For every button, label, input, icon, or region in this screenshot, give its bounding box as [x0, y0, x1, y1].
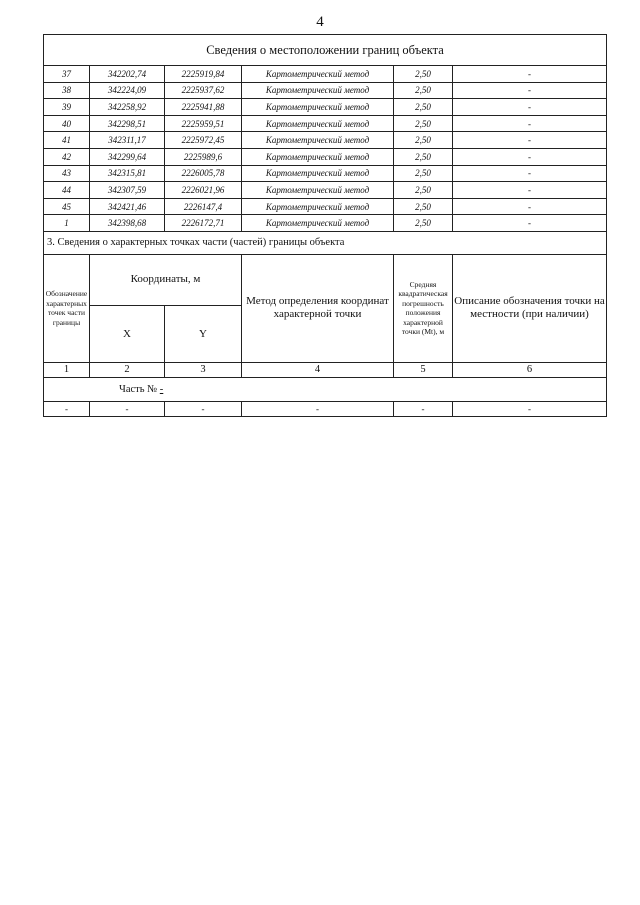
method-cell: Картометрический метод [242, 198, 394, 215]
table-row [44, 132, 607, 149]
method-cell: Картометрический метод [242, 215, 394, 232]
coord-y: 2226021,96 [165, 182, 242, 199]
point-number: 42 [44, 148, 90, 165]
mt-cell: 2,50 [394, 165, 453, 182]
document-sheet [43, 34, 606, 417]
table-row [44, 66, 607, 83]
col-number: 2 [90, 362, 165, 377]
method-cell: Картометрический метод [242, 99, 394, 116]
mt-cell: 2,50 [394, 115, 453, 132]
coord-x: 342299,64 [90, 148, 165, 165]
header-coordinates: Координаты, м [90, 254, 242, 305]
col-number: 1 [44, 362, 90, 377]
point-number: 37 [44, 66, 90, 83]
point-number: 45 [44, 198, 90, 215]
table-row [44, 99, 607, 116]
description-cell: - [453, 82, 607, 99]
method-cell: Картометрический метод [242, 66, 394, 83]
header-description: Описание обозначения точки на местности (при наличии) [453, 254, 607, 362]
mt-cell: 2,50 [394, 66, 453, 83]
coord-x: 342315,81 [90, 165, 165, 182]
dash-cell: - [165, 401, 242, 416]
point-number: 43 [44, 165, 90, 182]
coord-x: 342421,46 [90, 198, 165, 215]
coord-x: 342224,09 [90, 82, 165, 99]
dash-cell: - [44, 401, 90, 416]
point-number: 1 [44, 215, 90, 232]
table-row [44, 148, 607, 165]
mt-cell: 2,50 [394, 182, 453, 199]
mt-cell: 2,50 [394, 198, 453, 215]
method-cell: Картометрический метод [242, 148, 394, 165]
dash-cell: - [453, 401, 607, 416]
dash-cell: - [394, 401, 453, 416]
table-row [44, 82, 607, 99]
description-cell: - [453, 215, 607, 232]
page-number: 4 [316, 14, 324, 30]
coord-x: 342311,17 [90, 132, 165, 149]
description-cell: - [453, 148, 607, 165]
col-number: 6 [453, 362, 607, 377]
method-cell: Картометрический метод [242, 165, 394, 182]
coord-y: 2225937,62 [165, 82, 242, 99]
table-row [44, 115, 607, 132]
header-designation: Обозначение характерных точек части границы [44, 254, 90, 362]
coord-y: 2225941,88 [165, 99, 242, 116]
part-label: Часть № [119, 383, 158, 395]
boundary-table-title: Сведения о местоположении границ объекта [44, 35, 607, 66]
header-mt: Средняя квадратическая погрешность положения характерной точки (Mt), м [394, 254, 453, 362]
coord-y: 2225989,6 [165, 148, 242, 165]
description-cell: - [453, 115, 607, 132]
description-cell: - [453, 99, 607, 116]
description-cell: - [453, 198, 607, 215]
point-number: 39 [44, 99, 90, 116]
table-row [44, 165, 607, 182]
dash-cell: - [90, 401, 165, 416]
header-y: Y [165, 305, 242, 362]
description-cell: - [453, 132, 607, 149]
coord-y: 2226147,4 [165, 198, 242, 215]
method-cell: Картометрический метод [242, 182, 394, 199]
mt-cell: 2,50 [394, 148, 453, 165]
coord-y: 2225959,51 [165, 115, 242, 132]
coord-x: 342298,51 [90, 115, 165, 132]
point-number: 41 [44, 132, 90, 149]
coord-y: 2225919,84 [165, 66, 242, 83]
description-cell: - [453, 182, 607, 199]
mt-cell: 2,50 [394, 82, 453, 99]
description-cell: - [453, 165, 607, 182]
method-cell: Картометрический метод [242, 115, 394, 132]
col-number: 4 [242, 362, 394, 377]
col-number: 3 [165, 362, 242, 377]
mt-cell: 2,50 [394, 132, 453, 149]
method-cell: Картометрический метод [242, 132, 394, 149]
part-row [44, 377, 607, 401]
table-row [44, 198, 607, 215]
description-cell: - [453, 66, 607, 83]
coord-x: 342202,74 [90, 66, 165, 83]
coord-x: 342307,59 [90, 182, 165, 199]
header-x: X [90, 305, 165, 362]
coord-y: 2226172,71 [165, 215, 242, 232]
table-row [44, 215, 607, 232]
point-number: 44 [44, 182, 90, 199]
header-method: Метод определения координат характерной точки [242, 254, 394, 362]
table-row [44, 182, 607, 199]
coord-x: 342258,92 [90, 99, 165, 116]
section3-title: 3. Сведения о характерных точках части (частей) границы объекта [44, 231, 607, 254]
col-number: 5 [394, 362, 453, 377]
point-number: 40 [44, 115, 90, 132]
part-value: - [159, 383, 164, 395]
dash-cell: - [242, 401, 394, 416]
mt-cell: 2,50 [394, 215, 453, 232]
point-number: 38 [44, 82, 90, 99]
method-cell: Картометрический метод [242, 82, 394, 99]
boundary-table [43, 34, 607, 417]
coord-y: 2226005,78 [165, 165, 242, 182]
coord-y: 2225972,45 [165, 132, 242, 149]
mt-cell: 2,50 [394, 99, 453, 116]
coord-x: 342398,68 [90, 215, 165, 232]
